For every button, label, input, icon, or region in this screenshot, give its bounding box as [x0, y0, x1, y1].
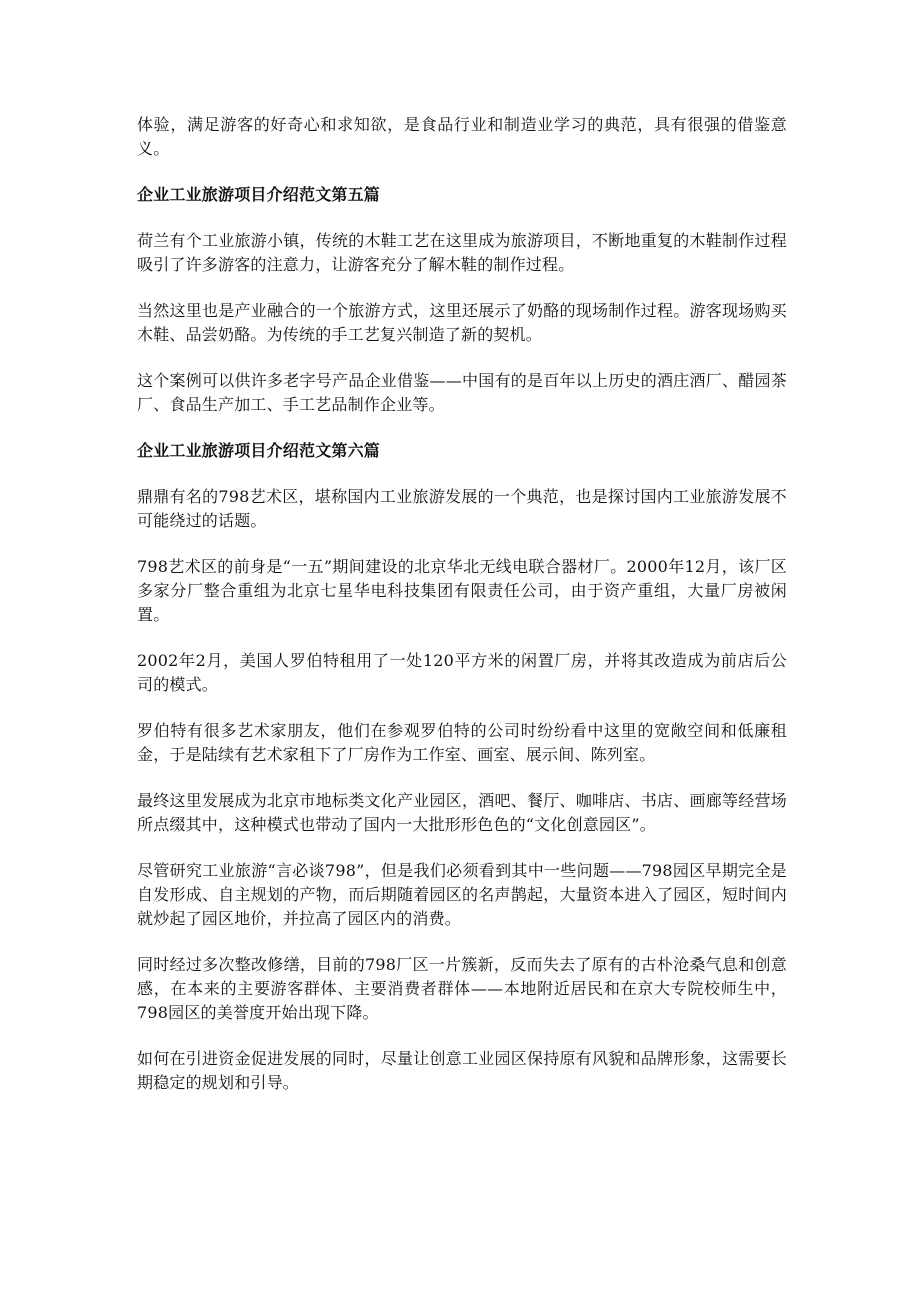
section-heading: 企业工业旅游项目介绍范文第五篇 [137, 185, 381, 204]
paragraph: 同时经过多次整改修缮，目前的798厂区一片簇新，反而失去了原有的古朴沧桑气息和创意感，在本来的主要游客群体、主要消费者群体——本地附近居民和在京大专院校师生中，798园区的美誉度开始出现下降。 [137, 955, 787, 1022]
paragraph: 798艺术区的前身是“一五”期间建设的北京华北无线电联合器材厂。2000年12月，该厂区多家分厂整合重组为北京七星华电科技集团有限责任公司，由于资产重组，大量厂房被闲置。 [137, 557, 787, 624]
paragraph: 鼎鼎有名的798艺术区，堪称国内工业旅游发展的一个典范，也是探讨国内工业旅游发展不可能绕过的话题。 [137, 487, 787, 530]
paragraph: 罗伯特有很多艺术家朋友，他们在参观罗伯特的公司时纷纷看中这里的宽敞空间和低廉租金，于是陆续有艺术家租下了厂房作为工作室、画室、展示间、陈列室。 [137, 721, 787, 764]
paragraph: 体验，满足游客的好奇心和求知欲，是食品行业和制造业学习的典范，具有很强的借鉴意义。 [137, 115, 787, 158]
paragraph: 当然这里也是产业融合的一个旅游方式，这里还展示了奶酪的现场制作过程。游客现场购买木鞋、品尝奶酪。为传统的手工艺复兴制造了新的契机。 [137, 301, 787, 344]
paragraph: 荷兰有个工业旅游小镇，传统的木鞋工艺在这里成为旅游项目，不断地重复的木鞋制作过程吸引了许多游客的注意力，让游客充分了解木鞋的制作过程。 [137, 231, 787, 274]
paragraph: 尽管研究工业旅游“言必谈798”，但是我们必须看到其中一些问题——798园区早期完全是自发形成、自主规划的产物，而后期随着园区的名声鹊起，大量资本进入了园区，短时间内就炒起了园区地价，并拉高了园区内的消费。 [137, 861, 787, 928]
paragraph: 2002年2月，美国人罗伯特租用了一处120平方米的闲置厂房，并将其改造成为前店后公司的模式。 [137, 651, 787, 694]
paragraph: 这个案例可以供许多老字号产品企业借鉴——中国有的是百年以上历史的酒庄酒厂、醋园茶厂、食品生产加工、手工艺品制作企业等。 [137, 371, 787, 414]
section-heading: 企业工业旅游项目介绍范文第六篇 [137, 441, 381, 460]
document-body [137, 113, 787, 1117]
paragraph: 最终这里发展成为北京市地标类文化产业园区，酒吧、餐厅、咖啡店、书店、画廊等经营场所点缀其中，这种模式也带动了国内一大批形形色色的“文化创意园区”。 [137, 791, 787, 834]
paragraph: 如何在引进资金促进发展的同时，尽量让创意工业园区保持原有风貌和品牌形象，这需要长期稳定的规划和引导。 [137, 1049, 787, 1092]
